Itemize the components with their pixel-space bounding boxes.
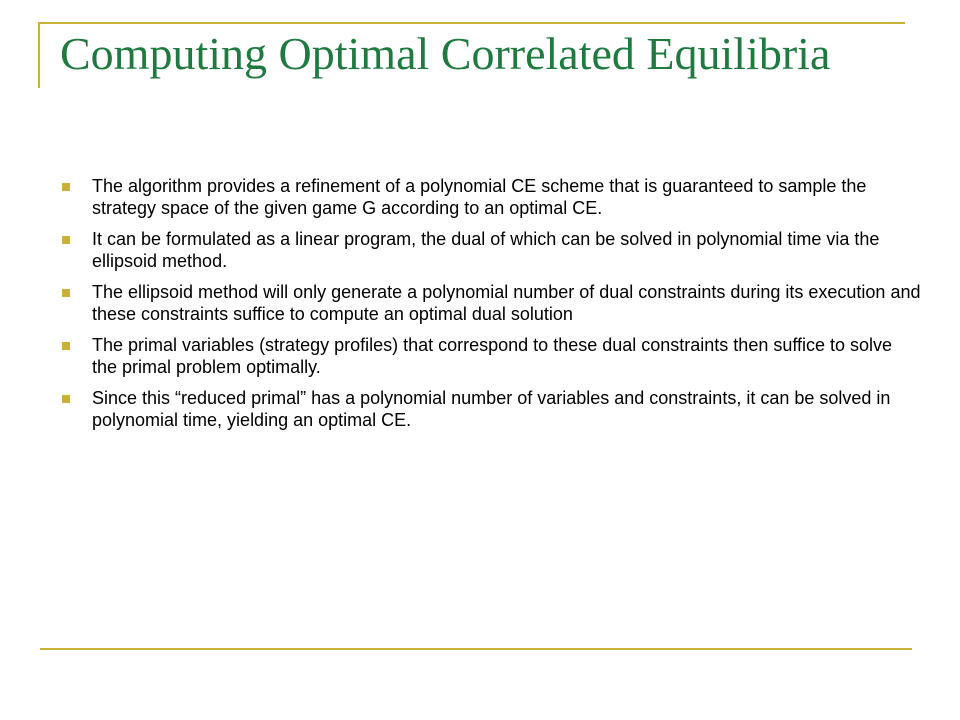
bullet-text: It can be formulated as a linear program, the dual of which can be solved in polynomial time via the ellipsoid method. xyxy=(92,229,880,271)
bullet-text: The ellipsoid method will only generate a polynomial number of dual constraints during its execution and these constraints suffice to compute an optimal dual solution xyxy=(92,282,921,324)
bullet-item xyxy=(62,281,922,325)
square-bullet-icon xyxy=(62,342,70,350)
bullet-text: The algorithm provides a refinement of a polynomial CE scheme that is guaranteed to sample the strategy space of the given game G according to an optimal CE. xyxy=(92,176,867,218)
bullet-item xyxy=(62,387,922,431)
bullet-text: The primal variables (strategy profiles) that correspond to these dual constraints then suffice to solve the primal problem optimally. xyxy=(92,335,893,377)
top-rule xyxy=(40,22,905,24)
square-bullet-icon xyxy=(62,395,70,403)
square-bullet-icon xyxy=(62,183,70,191)
square-bullet-icon xyxy=(62,236,70,244)
slide-title: Computing Optimal Correlated Equilibria xyxy=(60,28,831,79)
bullet-list xyxy=(62,175,922,440)
bullet-text: Since this “reduced primal” has a polynomial number of variables and constraints, it can be solved in polynomial time, yielding an optimal CE. xyxy=(92,388,891,430)
bullet-item xyxy=(62,175,922,219)
bullet-item xyxy=(62,334,922,378)
bullet-item xyxy=(62,228,922,272)
bottom-rule xyxy=(40,648,912,650)
square-bullet-icon xyxy=(62,289,70,297)
left-rule xyxy=(38,22,40,88)
